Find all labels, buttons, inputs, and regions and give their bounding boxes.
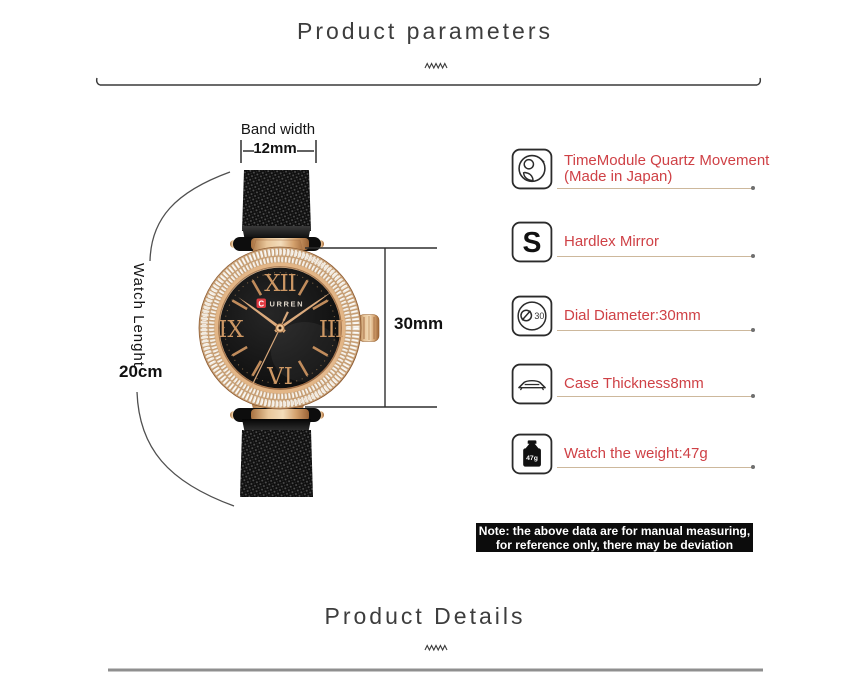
feature-text: Watch the weight:47g <box>564 444 708 462</box>
feature-item-movement <box>511 148 769 190</box>
feature-text: Dial Diameter:30mm <box>564 306 701 324</box>
feature-text: Case Thickness8mm <box>564 374 704 392</box>
page-title: Product parameters <box>297 18 553 44</box>
brand-letter-c: C <box>258 299 265 309</box>
movement-icon <box>511 148 553 190</box>
feature-underline <box>557 396 753 397</box>
band-width-label: Band width <box>240 121 316 138</box>
feature-text: TimeModule Quartz Movement <box>564 151 770 169</box>
band-width-value: 12mm <box>253 140 297 157</box>
squiggle-ornament-top <box>425 64 447 69</box>
feature-text: Hardlex Mirror <box>564 232 660 250</box>
feature-underline <box>557 330 753 331</box>
feature-item-weight <box>511 433 708 475</box>
feature-text-line2: (Made in Japan) <box>564 168 673 185</box>
watch-band-top <box>242 170 311 231</box>
note-line1: Note: the above data are for manual measuring, <box>478 524 751 538</box>
brand-letters: URREN <box>269 299 305 309</box>
watch-band-bottom <box>240 430 313 497</box>
feature-underline <box>557 467 753 468</box>
feature-underline <box>557 188 753 189</box>
note-line2: for reference only, there may be deviation <box>495 538 734 552</box>
feature-underline <box>557 256 753 257</box>
svg-text:47g: 47g <box>526 455 538 463</box>
svg-text:30: 30 <box>534 311 545 322</box>
squiggle-ornament-bottom <box>425 646 447 651</box>
numeral-9: IX <box>218 317 244 343</box>
header-rule-hook-left <box>97 78 100 85</box>
feature-item-case-thickness <box>511 363 704 405</box>
watch-length-value: 20cm <box>119 362 163 381</box>
header-rule-hook-right <box>757 78 760 85</box>
dial-diameter-value: 30mm <box>394 314 444 333</box>
details-section-title: Product Details <box>324 603 526 629</box>
case-thickness-icon <box>511 363 553 405</box>
feature-item-dial-diameter <box>511 295 701 337</box>
feature-item-hardlex <box>511 221 659 263</box>
numeral-12: XII <box>264 271 296 297</box>
numeral-3: III <box>318 317 344 343</box>
dial-diameter-icon <box>511 295 553 337</box>
svg-text:S: S <box>522 226 542 259</box>
hardlex-s-icon <box>511 221 553 263</box>
watch-length-label: Watch Lenght <box>130 263 147 367</box>
brand-logo <box>257 299 305 309</box>
numeral-6: VI <box>267 364 293 390</box>
note-bar <box>476 523 753 552</box>
weight-icon <box>511 433 553 475</box>
